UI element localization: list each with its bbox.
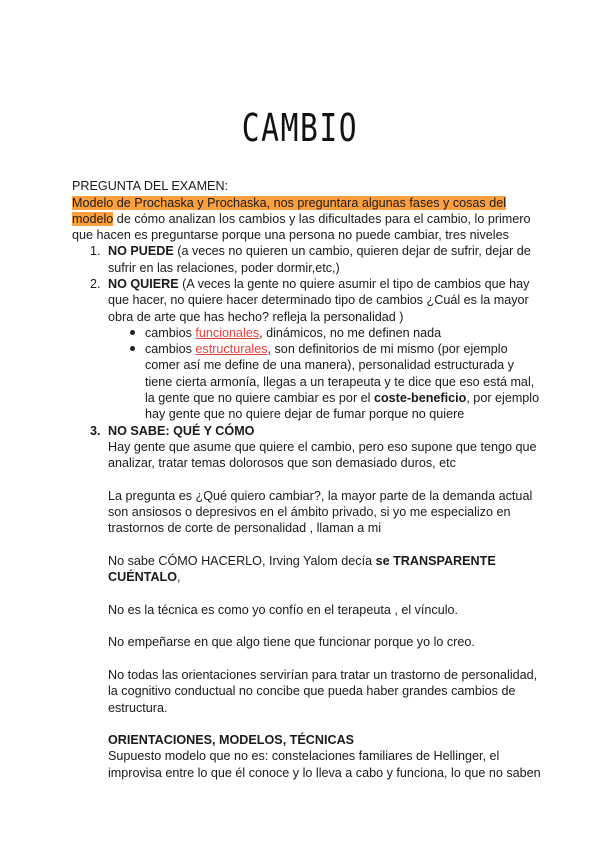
intro-line-1 <box>72 194 506 212</box>
list-item-heading: NO QUIERE <box>108 276 179 291</box>
paragraph-line: No empeñarse en que algo tiene que funcionar porque yo lo creo. <box>108 635 475 650</box>
list-item-2-line-1 <box>108 275 529 293</box>
paragraph-line <box>108 568 181 586</box>
underlined-term: estructurales <box>195 342 268 357</box>
question-label: PREGUNTA DEL EXAMEN: <box>72 179 229 194</box>
paragraph-line: improvisa entre lo que él conoce y lo lleva a cabo y funciona, lo que no saben <box>108 765 541 780</box>
bullet-text: , son definitorios de mi mismo (por ejemplo <box>267 342 508 357</box>
bullet-2-line-1 <box>145 340 508 358</box>
paragraph-line: No todas las orientaciones servirían para tratar un trastorno de personalidad, <box>108 667 538 682</box>
bullet-2-line-3: tiene cierta armonía, llegas a un terapeuta y te dice que eso está mal, <box>145 374 535 389</box>
section-heading: ORIENTACIONES, MODELOS, TÉCNICAS <box>108 733 355 748</box>
list-item-3-heading: NO SABE: QUÉ Y CÓMO <box>108 423 255 438</box>
bullet-2-line-2: comer así me define de una manera), personalidad estructurada y <box>145 358 514 373</box>
list-number: 2. <box>90 276 101 291</box>
paragraph-line: No es la técnica es como yo confío en el terapeuta , el vínculo. <box>108 602 459 617</box>
bullet-text: la gente que no quiere cambiar es por el <box>145 391 374 405</box>
list-number: 1. <box>90 244 101 259</box>
intro-text: de cómo analizan los cambios y las dificultades para el cambio, lo primero <box>113 211 531 226</box>
bold-term: se TRANSPARENTE <box>375 553 496 568</box>
list-item-2-line-3: obra de arte que has hecho? refleja la personalidad ) <box>108 309 404 324</box>
bullet-text: , por ejemplo <box>466 391 540 405</box>
paragraph-line: Hay gente que asume que quiere el cambio, pero eso supone que tengo que <box>108 439 537 454</box>
bullet-text: cambios <box>145 325 196 340</box>
bold-term: CUÉNTALO <box>108 570 178 585</box>
bold-term: coste-beneficio <box>373 391 467 405</box>
page-title: CAMBIO <box>241 106 359 150</box>
bullet-text: cambios <box>145 342 196 357</box>
bullet-2-line-5: hay gente que no quiere dejar de fumar porque no quiere <box>145 407 465 422</box>
paragraph-line: analizar, tratar temas dolorosos que son demasiado duros, etc <box>108 456 456 471</box>
intro-line-2 <box>72 210 531 228</box>
list-item-text: (A veces la gente no quiere asumir el tipo de cambios que hay <box>178 276 530 291</box>
underlined-term: funcionales <box>195 325 260 340</box>
paragraph-line: son ansiosos o depresivos en el ámbito privado, si yo me especializo en <box>108 505 511 520</box>
paragraph-text: , <box>177 570 181 585</box>
list-number: 3. <box>90 423 101 438</box>
list-item-heading: NO PUEDE <box>108 244 174 259</box>
paragraph-line: la cognitivo conductual no concibe que pueda haber grandes cambios de <box>108 684 516 699</box>
paragraph-line: estructura. <box>108 700 168 715</box>
paragraph-text: No sabe CÓMO HACERLO, Irving Yalom decía <box>108 553 376 568</box>
intro-line-3: que hacen es preguntarse porque una persona no puede cambiar, tres niveles <box>72 228 509 243</box>
list-item-1-line-2: sufrir en las relaciones, poder dormir,etc,) <box>108 260 340 275</box>
list-item-2-line-2: que hacer, no quiere hacer determinado tipo de cambios ¿Cuál es la mayor <box>108 293 529 308</box>
bullet-icon <box>130 330 135 335</box>
list-item-text: (a veces no quieren un cambio, quieren dejar de sufrir, dejar de <box>173 244 531 259</box>
paragraph-line: La pregunta es ¿Qué quiero cambiar?, la mayor parte de la demanda actual <box>108 488 533 503</box>
paragraph-line: Supuesto modelo que no es: constelaciones familiares de Hellinger, el <box>108 749 500 764</box>
bullet-text: , dinámicos, no me definen nada <box>259 325 442 340</box>
bullet-2-line-4 <box>145 389 539 407</box>
highlight-text: Modelo de Prochaska y Prochaska, nos preguntara algunas fases y cosas del <box>72 195 507 210</box>
highlight-text: modelo <box>72 211 114 226</box>
list-item-1-line-1 <box>108 242 531 260</box>
paragraph-line: trastornos de corte de personalidad , llaman a mi <box>108 521 382 536</box>
bullet-icon <box>130 346 135 351</box>
